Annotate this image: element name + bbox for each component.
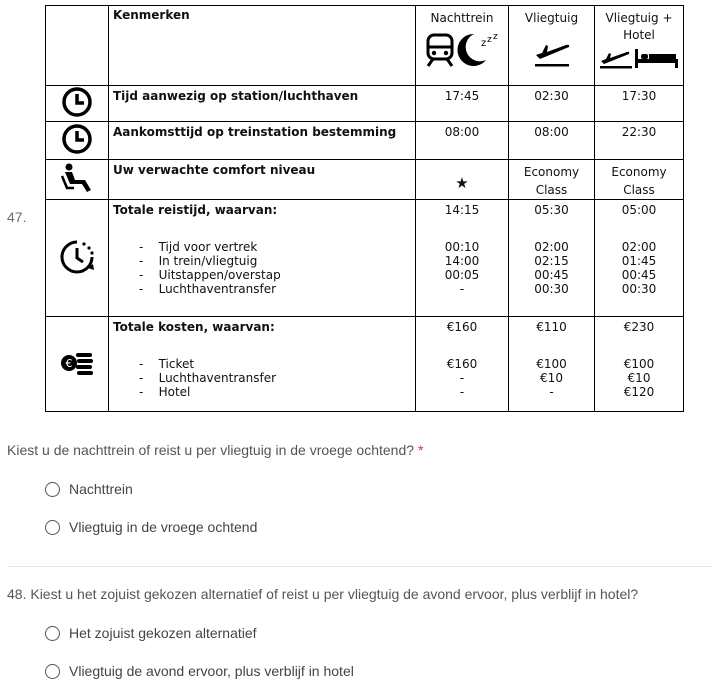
kosten-item-2-label: - Luchthaventransfer bbox=[139, 371, 277, 385]
reistijd-item-2-nachttrein: 14:00 bbox=[444, 254, 480, 268]
reistijd-item-4-vliegtuig: 00:30 bbox=[534, 282, 569, 296]
reistijd-item-1-label: - Tijd voor vertrek bbox=[139, 240, 258, 254]
kosten-item-2-vliegtuig: €10 bbox=[540, 371, 563, 385]
row-tijd-aanwezig-label: Tijd aanwezig op station/luchthaven bbox=[109, 86, 416, 122]
question-divider bbox=[7, 566, 712, 567]
row-reistijd-vliegtuig bbox=[509, 200, 595, 317]
header-nachttrein bbox=[416, 6, 509, 86]
radio-circle-icon[interactable] bbox=[45, 482, 60, 497]
q48-option-zojuist-label: Het zojuist gekozen alternatief bbox=[69, 625, 257, 641]
q47-option-vliegtuig[interactable] bbox=[45, 519, 257, 535]
kosten-item-3-label: - Hotel bbox=[139, 385, 191, 399]
header-nachttrein-label: Nachttrein bbox=[430, 11, 494, 25]
reistijd-item-2-hotel: 01:45 bbox=[621, 254, 657, 268]
kosten-item-3-vliegtuig: - bbox=[549, 385, 554, 399]
reistijd-item-4-label: - Luchthaventransfer bbox=[139, 282, 277, 296]
radio-circle-icon[interactable] bbox=[45, 626, 60, 641]
kosten-item-1-label: - Ticket bbox=[139, 357, 195, 371]
row-reistijd-label-cell bbox=[109, 200, 416, 317]
row-kosten bbox=[46, 317, 684, 412]
q47-option-vliegtuig-label: Vliegtuig in de vroege ochtend bbox=[69, 519, 258, 535]
plane-takeoff-icon bbox=[532, 31, 572, 69]
row-aankomst-label: Aankomsttijd op treinstation bestemming bbox=[109, 122, 416, 160]
reistijd-item-4-hotel: 00:30 bbox=[621, 282, 657, 296]
clock-icon bbox=[61, 86, 93, 118]
row-comfort bbox=[46, 160, 684, 200]
q48-option-zojuist[interactable] bbox=[45, 625, 257, 641]
radio-circle-icon[interactable] bbox=[45, 664, 60, 679]
reistijd-item-3-hotel: 00:45 bbox=[621, 268, 657, 282]
clock-icon bbox=[61, 123, 93, 155]
row-kosten-icon-cell bbox=[46, 317, 109, 412]
row-comfort-hotel-2: Class bbox=[623, 183, 655, 197]
reistijd-item-1-hotel: 02:00 bbox=[621, 240, 657, 254]
row-kosten-label-cell bbox=[109, 317, 416, 412]
row-kosten-nachttrein bbox=[416, 317, 509, 412]
header-vliegtuig-hotel bbox=[595, 6, 684, 86]
kosten-total-hotel: €230 bbox=[623, 320, 655, 334]
q47-option-nachttrein-label: Nachttrein bbox=[69, 481, 133, 497]
svg-text:€: € bbox=[65, 356, 73, 370]
q48-option-avond-hotel-label: Vliegtuig de avond ervoor, plus verblijf in hotel bbox=[69, 663, 354, 679]
reistijd-item-3-label: - Uitstappen/overstap bbox=[139, 268, 281, 282]
q47-option-nachttrein[interactable] bbox=[45, 481, 133, 497]
kosten-item-3-hotel: €120 bbox=[623, 385, 655, 399]
question-47-label: Kiest u de nachttrein of reist u per vliegtuig in de vroege ochtend? bbox=[7, 442, 415, 458]
reistijd-item-3-nachttrein: 00:05 bbox=[444, 268, 480, 282]
kosten-item-3-nachttrein: - bbox=[459, 385, 465, 399]
kosten-item-2-hotel: €10 bbox=[627, 371, 651, 385]
row-aankomst-icon-cell bbox=[46, 122, 109, 160]
row-comfort-label: Uw verwachte comfort niveau bbox=[109, 160, 416, 200]
q48-option-avond-hotel[interactable] bbox=[45, 663, 354, 679]
comparison-table bbox=[45, 5, 684, 412]
reclining-seat-icon bbox=[60, 162, 94, 194]
row-reistijd bbox=[46, 200, 684, 317]
row-tijd-aanwezig-vliegtuig: 02:30 bbox=[509, 86, 595, 122]
moon-sleep-icon bbox=[458, 32, 498, 66]
row-kosten-label: Totale kosten, waarvan: bbox=[113, 320, 275, 334]
kosten-item-1-nachttrein: €160 bbox=[446, 357, 478, 371]
svg-text:z: z bbox=[481, 38, 487, 49]
table-header-row bbox=[46, 6, 684, 86]
reistijd-item-1-vliegtuig: 02:00 bbox=[534, 240, 569, 254]
kosten-item-1-hotel: €100 bbox=[623, 357, 655, 371]
reistijd-total-nachttrein: 14:15 bbox=[444, 203, 480, 217]
reistijd-total-vliegtuig: 05:30 bbox=[534, 203, 569, 217]
reistijd-item-4-nachttrein: - bbox=[459, 282, 465, 296]
row-reistijd-nachttrein bbox=[416, 200, 509, 317]
required-marker: * bbox=[417, 442, 424, 458]
row-comfort-vliegtuig-2: Class bbox=[535, 183, 568, 197]
row-comfort-hotel-1: Economy bbox=[611, 165, 667, 179]
row-aankomst-vliegtuig: 08:00 bbox=[509, 122, 595, 160]
row-tijd-aanwezig bbox=[46, 86, 684, 122]
reistijd-item-3-vliegtuig: 00:45 bbox=[534, 268, 569, 282]
kosten-total-vliegtuig: €110 bbox=[536, 320, 567, 334]
row-tijd-aanwezig-nachttrein: 17:45 bbox=[416, 86, 509, 122]
clock-arrow-icon bbox=[58, 238, 96, 276]
row-comfort-icon-cell bbox=[46, 160, 109, 200]
header-empty-cell bbox=[46, 6, 109, 86]
row-reistijd-icon-cell bbox=[46, 200, 109, 317]
svg-text:z: z bbox=[487, 35, 492, 45]
kosten-item-1-vliegtuig: €100 bbox=[536, 357, 567, 371]
row-comfort-nachttrein: ★ bbox=[416, 160, 509, 200]
question-48-text: 48. Kiest u het zojuist gekozen alternatief of reist u per vliegtuig de avond ervoor, plus verblijf in hotel? bbox=[7, 586, 639, 602]
question-47-text bbox=[7, 442, 423, 458]
row-tijd-aanwezig-hotel: 17:30 bbox=[595, 86, 684, 122]
header-vliegtuig-label: Vliegtuig bbox=[524, 11, 579, 25]
reistijd-total-hotel: 05:00 bbox=[621, 203, 657, 217]
row-reistijd-label: Totale reistijd, waarvan: bbox=[113, 203, 278, 217]
train-icon-lights bbox=[432, 51, 448, 55]
reistijd-item-1-nachttrein: 00:10 bbox=[444, 240, 480, 254]
row-kosten-hotel bbox=[595, 317, 684, 412]
svg-text:z: z bbox=[493, 32, 498, 42]
row-reistijd-hotel bbox=[595, 200, 684, 317]
row-tijd-aanwezig-icon-cell bbox=[46, 86, 109, 122]
row-aankomst bbox=[46, 122, 684, 160]
row-comfort-vliegtuig bbox=[509, 160, 595, 200]
header-kenmerken: Kenmerken bbox=[109, 6, 416, 86]
row-kosten-vliegtuig bbox=[509, 317, 595, 412]
question-47-number: 47. bbox=[7, 209, 27, 225]
bed-icon bbox=[635, 49, 678, 68]
reistijd-item-2-vliegtuig: 02:15 bbox=[534, 254, 569, 268]
header-vliegtuig bbox=[509, 6, 595, 86]
coins-icon bbox=[60, 351, 94, 375]
row-aankomst-nachttrein: 08:00 bbox=[416, 122, 509, 160]
header-vliegtuig-hotel-icons bbox=[599, 47, 679, 69]
kosten-total-nachttrein: €160 bbox=[446, 320, 478, 334]
plane-takeoff-icon bbox=[600, 52, 632, 69]
header-vliegtuig-hotel-label-2: Hotel bbox=[623, 28, 655, 42]
row-aankomst-hotel: 22:30 bbox=[595, 122, 684, 160]
header-vliegtuig-hotel-label-1: Vliegtuig + bbox=[605, 11, 673, 25]
kosten-item-2-nachttrein: - bbox=[459, 371, 465, 385]
row-comfort-hotel bbox=[595, 160, 684, 200]
row-comfort-vliegtuig-1: Economy bbox=[523, 165, 580, 179]
header-nachttrein-icons bbox=[422, 31, 502, 69]
radio-circle-icon[interactable] bbox=[45, 520, 60, 535]
train-icon bbox=[428, 35, 452, 66]
reistijd-item-2-label: - In trein/vliegtuig bbox=[139, 254, 258, 268]
